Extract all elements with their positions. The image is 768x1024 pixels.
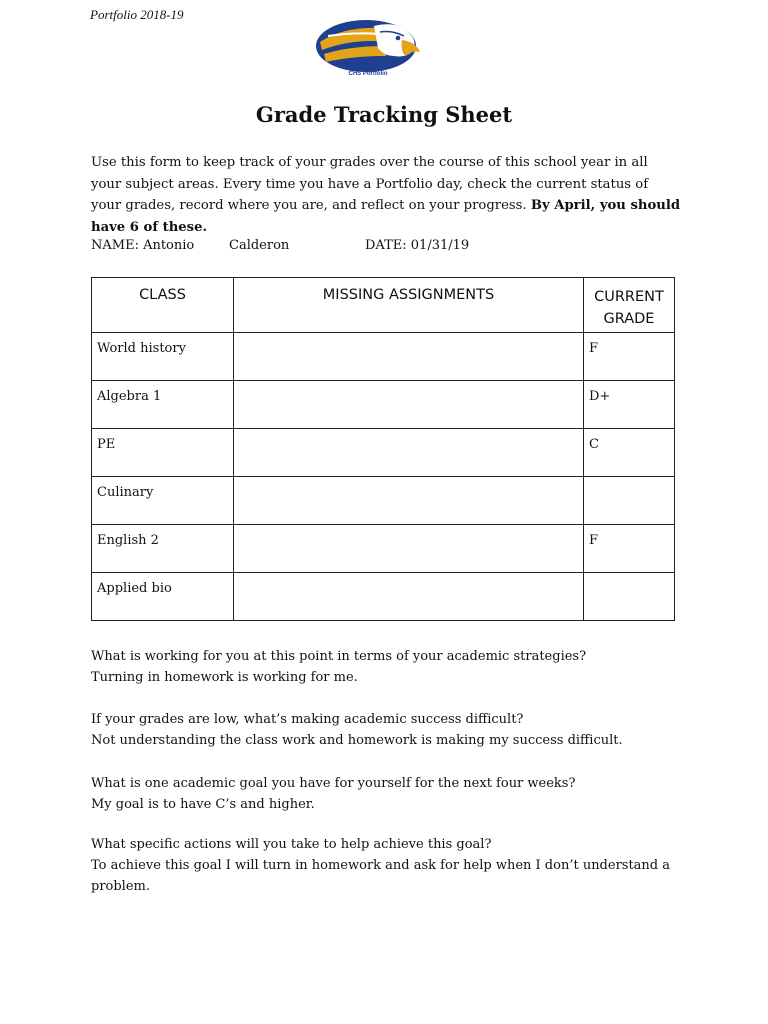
grade-cell [584,573,675,621]
question-text: What specific actions will you take to help achieve this goal? [91,837,492,852]
missing-cell [234,429,584,477]
reflection-block-difficulties [91,709,731,751]
portfolio-year-label: Portfolio 2018-19 [90,7,184,22]
question-text: What is one academic goal you have for yourself for the next four weeks? [91,776,576,791]
logo-caption: CHS Portfolio [348,71,388,77]
grade-cell [584,477,675,525]
answer-text: My goal is to have C’s and higher. [91,797,315,812]
class-cell: World history [92,333,234,381]
answer-text: Not understanding the class work and homework is making my success difficult. [91,733,623,748]
header-missing-assignments: MISSING ASSIGNMENTS [234,278,584,333]
answer-text: To achieve this goal I will turn in homework and ask for help when I don’t understand a problem. [91,858,671,894]
reflection-block-actions [91,834,731,897]
grade-cell: D+ [584,381,675,429]
table-row [92,477,675,525]
answer-text: Turning in homework is working for me. [91,670,358,685]
table-row [92,381,675,429]
reflection-block-goal [91,773,731,815]
header-current-grade-line2: GRADE [603,311,655,327]
class-cell: English 2 [92,525,234,573]
table-row [92,525,675,573]
grade-cell: F [584,333,675,381]
reflection-block-strategies [91,646,731,688]
intro-text: Use this form to keep track of your grades over the course of this school year in all your subject areas. Every time you have a Portfolio day, check the current status of your grades, record where you are, and reflect on your progress. [91,155,649,213]
question-text: What is working for you at this point in terms of your academic strategies? [91,649,587,664]
student-last-name: Calderon [229,238,290,253]
class-cell: Algebra 1 [92,381,234,429]
class-cell: Culinary [92,477,234,525]
header-current-grade [584,278,675,333]
question-text: If your grades are low, what’s making academic success difficult? [91,712,524,727]
header-class: CLASS [92,278,234,333]
grade-cell: C [584,429,675,477]
page-title: Grade Tracking Sheet [255,102,513,127]
student-name: NAME: Antonio [91,238,195,253]
table-row [92,573,675,621]
class-cell: Applied bio [92,573,234,621]
missing-cell [234,525,584,573]
grade-table [91,277,675,621]
intro-paragraph [91,152,681,238]
missing-cell [234,381,584,429]
missing-cell [234,573,584,621]
class-cell: PE [92,429,234,477]
table-row [92,429,675,477]
grade-cell: F [584,525,675,573]
header-current-grade-line1: CURRENT [594,289,664,305]
date-field: DATE: 01/31/19 [365,238,470,253]
table-row [92,333,675,381]
table-header-row [92,278,675,333]
missing-cell [234,477,584,525]
missing-cell [234,333,584,381]
intro-bold-text: By April, you should have 6 of these. [91,198,681,235]
